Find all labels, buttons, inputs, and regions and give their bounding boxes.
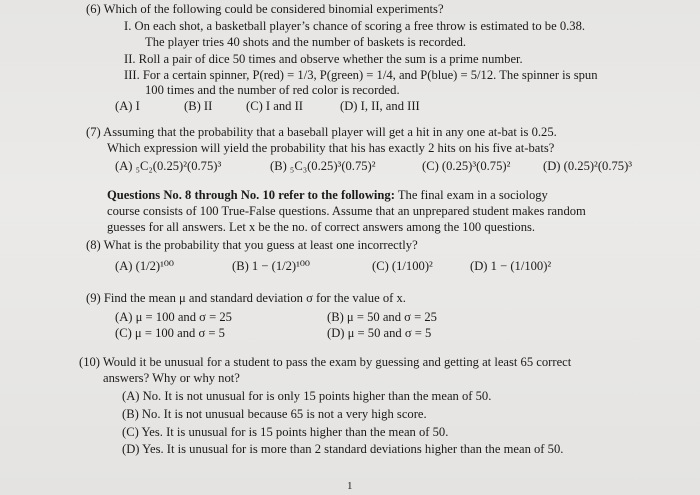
q10-stem-1: (10) Would it be unusual for a student to pass the exam by guessing and getting at least 65 correct: [79, 355, 572, 369]
q9-stem: (9) Find the mean μ and standard deviation σ for the value of x.: [86, 291, 406, 305]
page-number: 1: [347, 480, 353, 492]
q6-statement-2: II. Roll a pair of dice 50 times and observe whether the sum is a prime number.: [124, 52, 523, 66]
q7-stem-2: Which expression will yield the probability that his has exactly 2 hits on his five at-bats?: [107, 141, 555, 155]
q10-choice-a: (A) No. It is not unusual for is only 15 points higher than the mean of 50.: [122, 389, 492, 403]
q7-choice-b: (B) ₅C₃(0.25)³(0.75)²: [270, 159, 376, 173]
q9-choice-d: (D) μ = 50 and σ = 5: [327, 326, 432, 340]
q6-choice-a: (A) I: [115, 99, 140, 113]
q8-choice-d: (D) 1 − (1/100)²: [470, 259, 552, 273]
q8-stem: (8) What is the probability that you guess at least one incorrectly?: [86, 238, 418, 252]
q6-stem: (6) Which of the following could be considered binomial experiments?: [86, 2, 444, 16]
shared-passage-line-2: course consists of 100 True-False questions. Assume that an unprepared student makes random: [107, 204, 586, 218]
shared-passage-lead: Questions No. 8 through No. 10 refer to the following:: [107, 188, 395, 202]
q10-stem-2: answers? Why or why not?: [103, 371, 240, 385]
q9-choice-c: (C) μ = 100 and σ = 5: [115, 326, 225, 340]
q7-choice-c: (C) (0.25)³(0.75)²: [422, 159, 511, 173]
q9-choice-b: (B) μ = 50 and σ = 25: [327, 310, 437, 324]
q10-choice-d: (D) Yes. It is unusual for is more than 2 standard deviations higher than the mean of 50.: [122, 442, 564, 456]
q10-choice-c: (C) Yes. It is unusual for is 15 points higher than the mean of 50.: [122, 425, 449, 439]
shared-passage-line-1-rest: The final exam in a sociology: [394, 188, 548, 202]
shared-passage-line-1: [107, 187, 548, 203]
q6-choice-b: (B) II: [184, 99, 213, 113]
q10-choice-b: (B) No. It is not unusual because 65 is not a very high score.: [122, 407, 427, 421]
q8-choice-a: (A) (1/2)¹⁰⁰: [115, 259, 174, 273]
q9-choice-a: (A) μ = 100 and σ = 25: [115, 310, 232, 324]
q7-choice-d: (D) (0.25)²(0.75)³: [543, 159, 633, 173]
q6-choice-c: (C) I and II: [246, 99, 303, 113]
q8-choice-b: (B) 1 − (1/2)¹⁰⁰: [232, 259, 310, 273]
q7-choice-a: (A) ₅C₂(0.25)²(0.75)³: [115, 159, 222, 173]
q8-choice-c: (C) (1/100)²: [372, 259, 433, 273]
q6-choice-d: (D) I, II, and III: [340, 99, 420, 113]
q6-statement-1a: I. On each shot, a basketball player’s chance of scoring a free throw is estimated to be 0.38.: [124, 19, 586, 33]
q6-statement-1b: The player tries 40 shots and the number of baskets is recorded.: [145, 35, 467, 49]
q6-statement-3a: III. For a certain spinner, P(red) = 1/3, P(green) = 1/4, and P(blue) = 5/12. The spinner is spun: [124, 68, 598, 82]
q7-stem-1: (7) Assuming that the probability that a baseball player will get a hit in any one at-bat is 0.25.: [86, 125, 557, 139]
q6-statement-3b: 100 times and the number of red color is recorded.: [145, 83, 400, 97]
shared-passage-line-3: guesses for all answers. Let x be the no. of correct answers among the 100 questions.: [107, 220, 536, 234]
